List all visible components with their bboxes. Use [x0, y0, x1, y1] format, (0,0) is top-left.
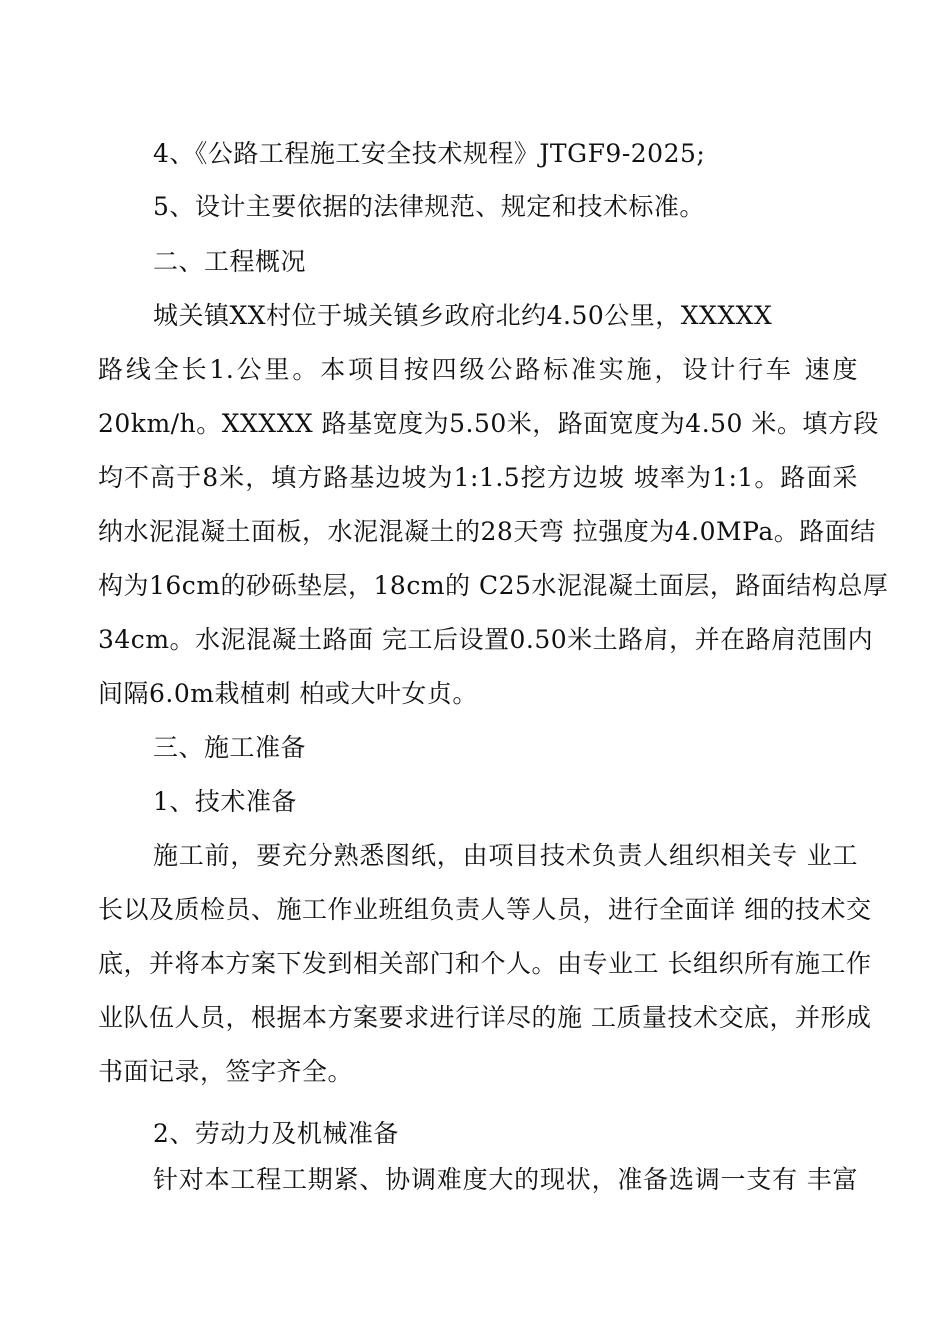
paragraph-line: 书面记录，签字齐全。	[98, 1057, 354, 1086]
reference-item-4: 4、《公路工程施工安全技术规程》JTGF9-2025;	[153, 139, 706, 168]
paragraph-line: 20km/h。XXXXX 路基宽度为5.50米，路面宽度为4.50 米。填方段	[98, 409, 879, 438]
paragraph-line: 底，并将本方案下发到相关部门和个人。由专业工 长组织所有施工作	[98, 949, 872, 978]
paragraph-line: 纳水泥混凝土面板，水泥混凝土的28天弯 拉强度为4.0MPa。路面结	[98, 517, 876, 546]
section-heading-project-overview: 二、工程概况	[153, 247, 307, 276]
paragraph-line: 均不高于8米，填方路基边坡为1:1.5挖方边坡 坡率为1:1。路面采	[98, 463, 858, 492]
paragraph-line: 构为16cm的砂砾垫层，18cm的 C25水泥混凝土面层，路面结构总厚	[98, 571, 889, 600]
reference-item-5: 5、设计主要依据的法律规范、规定和技术标准。	[153, 192, 705, 221]
paragraph-line: 业队伍人员，根据本方案要求进行详尽的施 工质量技术交底，并形成	[98, 1003, 872, 1032]
paragraph-line: 34cm。水泥混凝土路面 完工后设置0.50米土路肩，并在路肩范围内	[98, 625, 874, 654]
paragraph-line: 长以及质检员、施工作业班组负责人等人员，进行全面详 细的技术交	[98, 895, 872, 924]
paragraph-line: 路线全长1.公里。本项目按四级公路标准实施，设计行车 速度	[98, 355, 858, 384]
section-heading-construction-preparation: 三、施工准备	[153, 733, 307, 762]
subsection-heading-technical-preparation: 1、技术准备	[153, 787, 297, 816]
paragraph-line: 间隔6.0m栽植刺 柏或大叶女贞。	[98, 679, 478, 708]
paragraph-line: 城关镇XX村位于城关镇乡政府北约4.50公里，XXXXX	[153, 301, 773, 330]
paragraph-line: 施工前，要充分熟悉图纸，由项目技术负责人组织相关专 业工	[153, 841, 858, 870]
subsection-heading-labor-machinery: 2、劳动力及机械准备	[153, 1119, 399, 1148]
paragraph-line: 针对本工程工期紧、协调难度大的现状，准备选调一支有 丰富	[153, 1165, 858, 1194]
